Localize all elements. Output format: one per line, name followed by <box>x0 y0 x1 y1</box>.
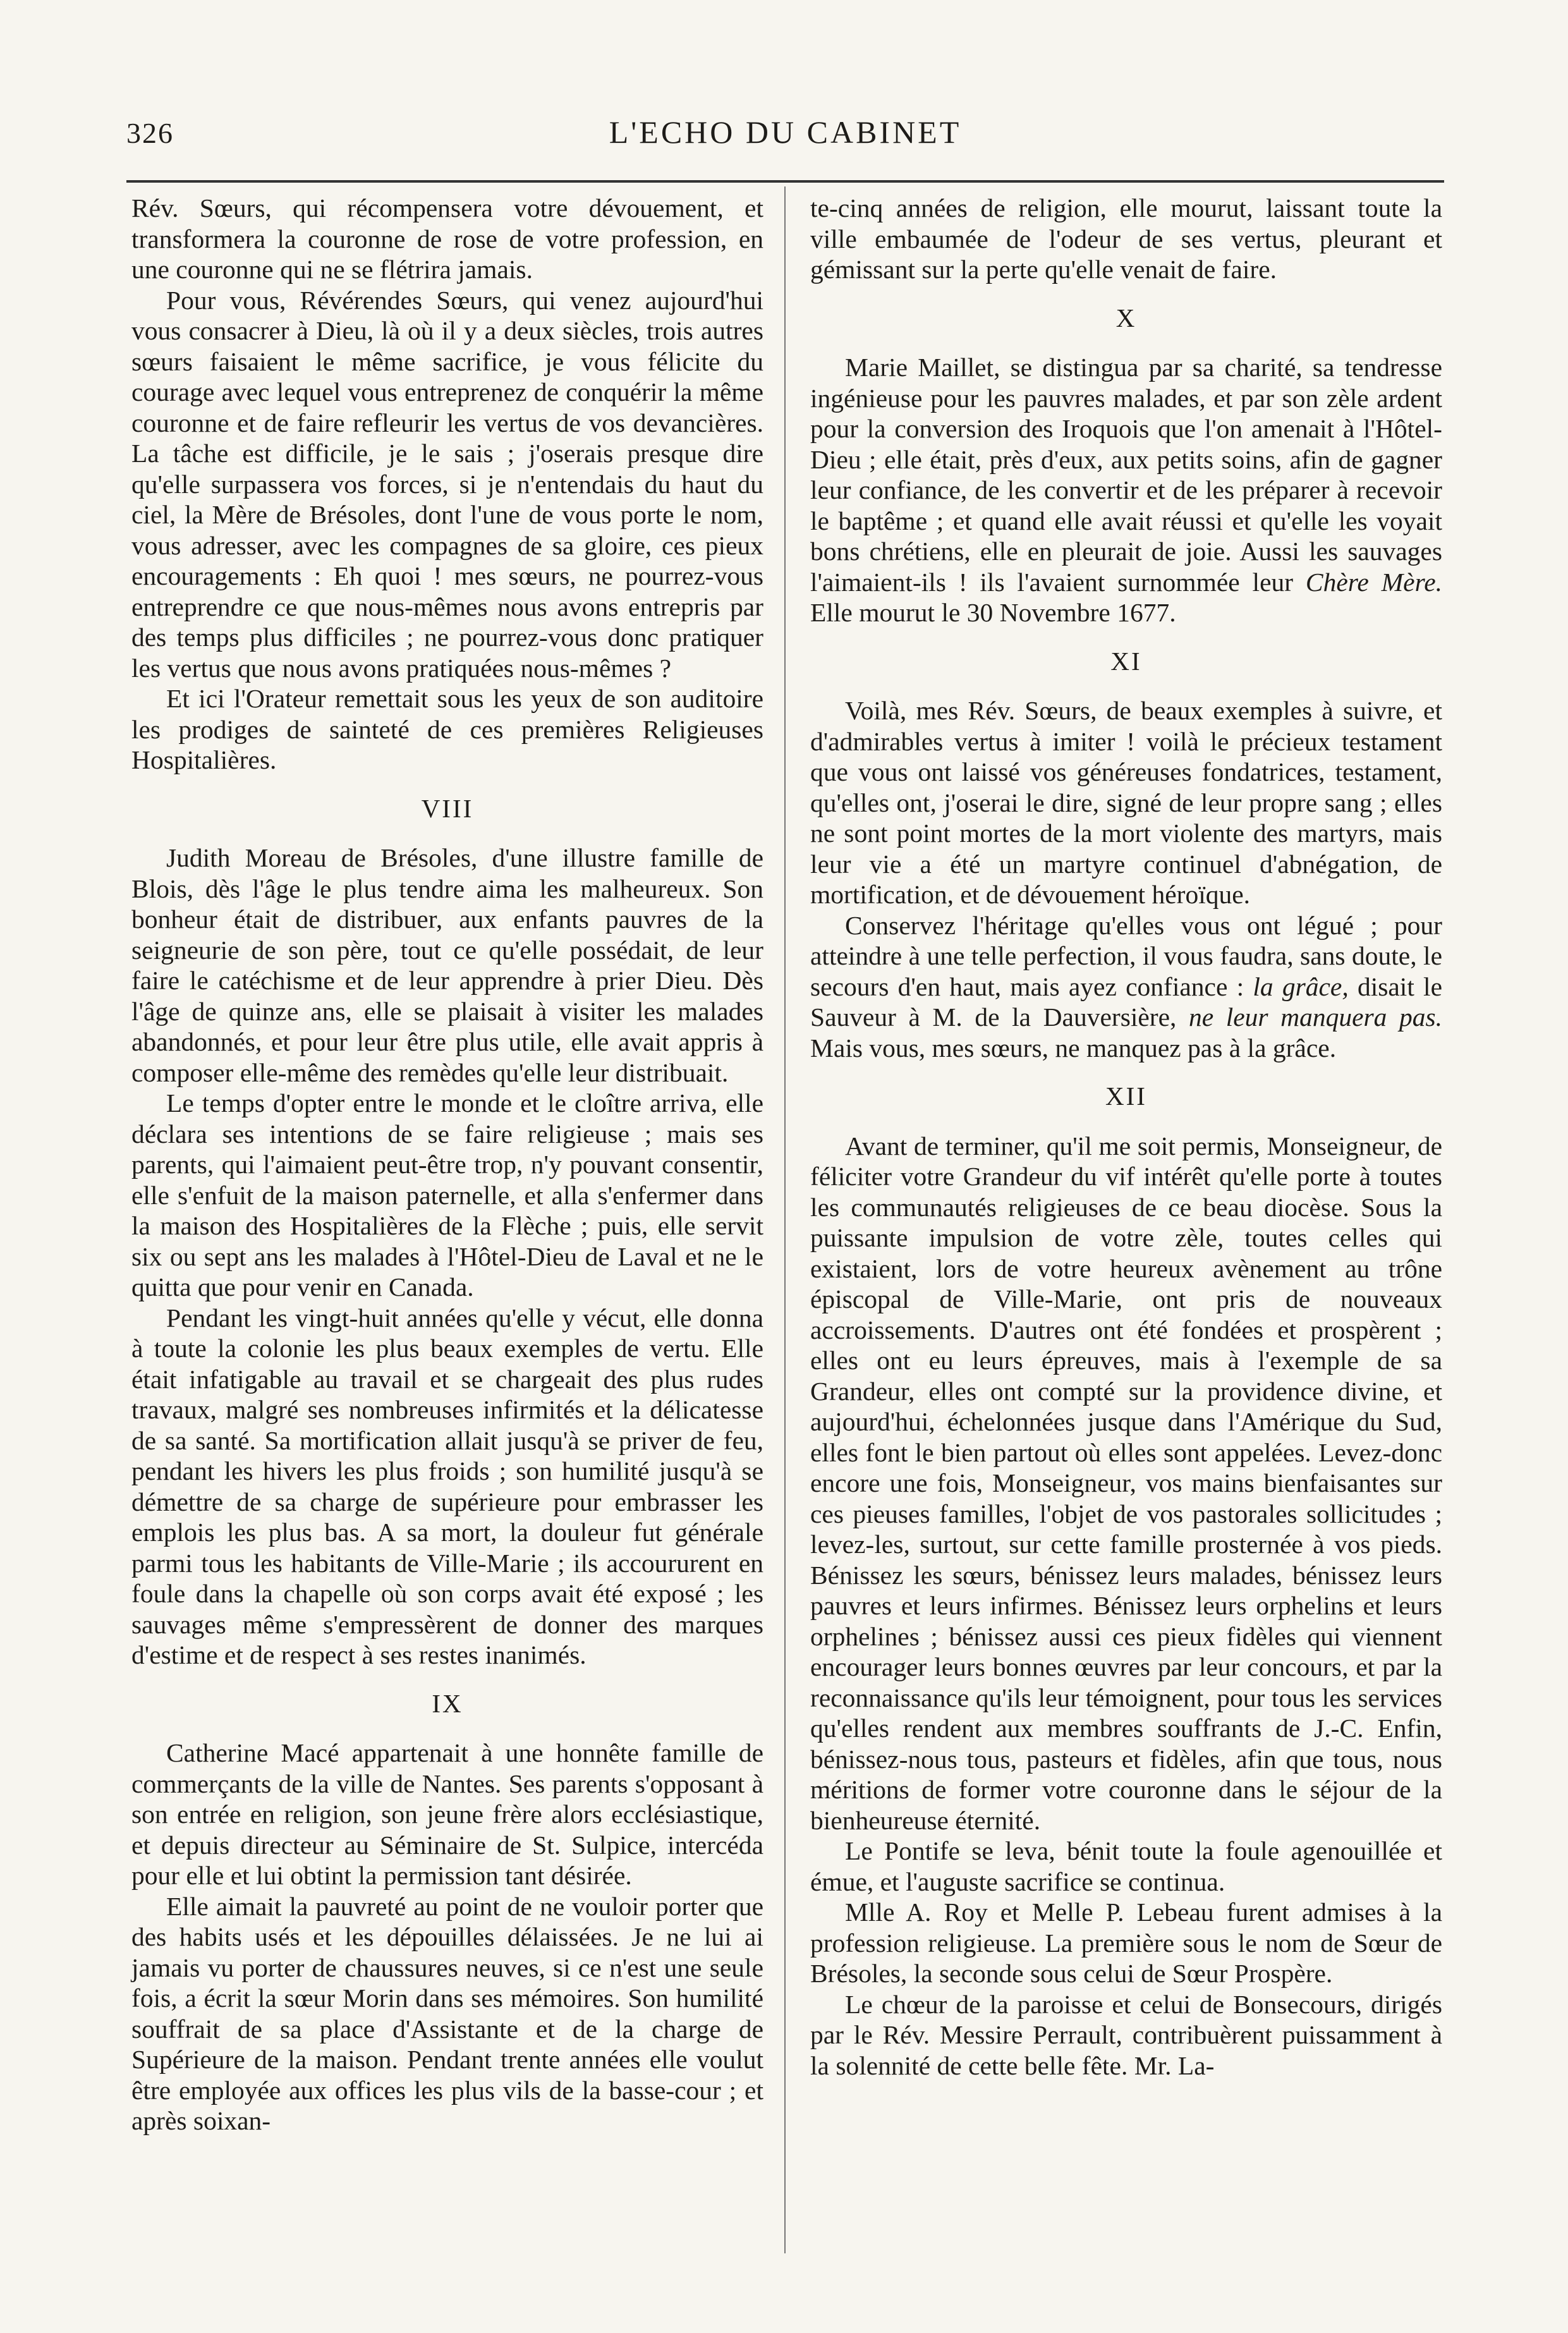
paragraph: te-cinq années de religion, elle mourut, laissant toute la ville embaumée de l'odeur de ses vertus, pleurant et gémissant sur la perte qu'elle venait de faire. <box>810 193 1442 284</box>
paragraph: Judith Moreau de Brésoles, d'une illustre famille de Blois, dès l'âge le plus tendre aima les malheureux. Son bonheur était de distribuer, aux enfants pauvres de la seigneurie de son père, tout ce qu'elle possédait, de leur faire le catéchisme et de leur apprendre à prier Dieu. Dès l'âge de quinze ans, elle se plaisait à visiter les malades abandonnés, et pour leur être plus utile, elle avait appris à composer elle-même des remèdes qu'elle leur distribuait. <box>131 843 763 1087</box>
paragraph: Le temps d'opter entre le monde et le cloître arriva, elle déclara ses intentions de se faire religieuse ; mais ses parents, qui l'aimaient peut-être trop, n'y pouvant consentir, elle s'enfuit de la maison paternelle, et alla s'enfermer dans la maison des Hospitalières de la Flèche ; puis, elle servit six ou sept ans les malades à l'Hôtel-Dieu de Laval et ne le quitta que pour venir en Canada. <box>131 1088 763 1301</box>
section-heading-x: X <box>1115 303 1137 332</box>
text-run: Elle mourut le 30 Novembre 1677. <box>810 598 1176 627</box>
paragraph: Elle aimait la pauvreté au point de ne vouloir porter que des habits usés et les dépouilles délaissées. Je ne lui ai jamais vu porter de chaussures neuves, si ce n'est une seule fois, a écrit la sœur Morin dans ses mémoires. Son humilité souffrait de sa place d'Assistante et de la charge de Supérieure de la maison. Pendant trente années elle voulut être employée aux offices les plus vils de la basse-cour ; et après soixan- <box>131 1891 763 2135</box>
text-run: disait le Sauveur à M. de la Dauversière, <box>810 972 1443 1032</box>
paragraph: Le chœur de la paroisse et celui de Bonsecours, dirigés par le Rév. Messire Perrault, contribuèrent puissamment à la solennité de cette belle fête. Mr. La- <box>810 1989 1442 2080</box>
column-divider <box>784 186 786 2253</box>
paragraph: Mlle A. Roy et Melle P. Lebeau furent admises à la profession religieuse. La première sous le nom de Sœur de Brésoles, la seconde sous celui de Sœur Prospère. <box>810 1897 1442 1988</box>
paragraph: Rév. Sœurs, qui récompensera votre dévouement, et transformera la couronne de rose de votre profession, en une couronne qui ne se flétrira jamais. <box>131 193 763 284</box>
page-number: 326 <box>126 117 174 149</box>
paragraph: Avant de terminer, qu'il me soit permis, Monseigneur, de féliciter votre Grandeur du vif intérêt qu'elle porte à toutes les communautés religieuses de ce beau diocèse. Sous la puissante impulsion de votre zèle, toutes celles qui existaient, lors de votre heureux avènement au trône épiscopal de Ville-Marie, ont pris de nouveaux accroissements. D'autres ont été fondées et prospèrent ; elles ont eu leurs épreuves, mais à l'exemple de sa Grandeur, elles ont compté sur la providence divine, et aujourd'hui, échelonnées jusque dans l'Amérique du Sud, elles font le bien partout où elles sont appelées. Levez-donc encore une fois, Monseigneur, vos mains bienfaisantes sur ces pieuses familles, l'objet de vos pastorales sollicitudes ; levez-les, surtout, sur cette famille prosternée à vos pieds. Bénissez les sœurs, bénissez leurs malades, bénissez leurs pauvres et leurs infirmes. Bénissez leurs orphelins et leurs orphelines ; bénissez aussi ces pieux fidèles qui viennent encourager leurs bonnes œuvres par leur concours, et par la reconnaissance qu'ils leur témoignent, pour tous les services qu'elles rendent aux membres souffrants de J.-C. Enfin, bénissez-nous tous, pasteurs et fidèles, afin que tous, nous méritions de former votre couronne dans le séjour de la bienheureuse éternité. <box>810 1131 1442 1835</box>
paragraph: Catherine Macé appartenait à une honnête famille de commerçants de la ville de Nantes. Ses parents s'opposant à son entrée en religion, son jeune frère alors ecclésiastique, et depuis directeur au Séminaire de St. Sulpice, intercéda pour elle et lui obtint la permission tant désirée. <box>131 1738 763 1890</box>
text-run: Conservez l'héritage qu'elles vous ont légué ; pour atteindre à une telle perfection, il vous faudra, sans doute, le secours d'en haut, mais ayez confiance : <box>810 910 1442 1001</box>
left-column <box>131 193 763 2136</box>
paragraph: Pendant les vingt-huit années qu'elle y vécut, elle donna à toute la colonie les plus beaux exemples de vertu. Elle était infatigable au travail et se chargeait des plus rudes travaux, malgré ses nombreuses infirmités et la délicatesse de sa santé. Sa mortification allait jusqu'à se priver de feu, pendant les hivers les plus froids ; son humilité jusqu'à se démettre de sa charge de supérieure pour embrasser les emplois les plus bas. A sa mort, la douleur fut générale parmi tous les habitants de Ville-Marie ; ils accoururent en foule dans la chapelle où son corps avait été exposé ; les sauvages même s'empressèrent de donner des marques d'estime et de respect à ses restes inanimés. <box>131 1303 763 1669</box>
right-column <box>810 193 1442 2081</box>
running-title: L'ECHO DU CABINET <box>609 114 962 150</box>
paragraph: Voilà, mes Rév. Sœurs, de beaux exemples à suivre, et d'admirables vertus à imiter ! voilà le précieux testament que vous ont laissé vos généreuses fondatrices, testament, qu'elles ont, j'oserai le dire, signé de leur propre sang ; elles ne sont point mortes de la mort violente des martyrs, mais leur vie a été un martyre continuel d'abnégation, de mortification, et de dévouement héroïque. <box>810 696 1442 909</box>
paragraph <box>810 352 1442 628</box>
paragraph: Pour vous, Révérendes Sœurs, qui venez aujourd'hui vous consacrer à Dieu, là où il y a deux siècles, trois autres sœurs faisaient le même sacrifice, je vous félicite du courage avec lequel vous entreprenez de conquérir la même couronne et de faire refleurir les vertus de vos devancières. La tâche est difficile, je le sais ; j'oserais presque dire qu'elle surpassera vos forces, si je n'entendais du haut du ciel, la Mère de Brésoles, dont l'une de vous porte le nom, vous adresser, avec les compagnes de sa gloire, ces pieux encouragements : Eh quoi ! mes sœurs, ne pourrez-vous entreprendre ce que nous-mêmes nous avons entrepris par des temps plus difficiles ; ne pourrez-vous donc pratiquer les vertus que nous avons pratiquées nous-mêmes ? <box>131 285 763 683</box>
italic-phrase: la grâce, <box>1253 972 1349 1001</box>
page-header <box>126 106 1444 163</box>
text-run: Marie Maillet, se distingua par sa charité, sa tendresse ingénieuse pour les pauvres malades, et par son zèle ardent pour la conversion des Iroquois que l'on amenait à l'Hôtel-Dieu ; elle était, près d'eux, aux petits soins, afin de gagner leur confiance, de les convertir et de les préparer à recevoir le baptême ; et quand elle avait réussi et qu'elle les voyait bons chrétiens, elle en pleurait de joie. Aussi les sauvages l'aimaient-ils ! ils l'avaient surnommée leur <box>810 353 1442 597</box>
italic-phrase: Chère Mère. <box>1305 567 1442 597</box>
paragraph <box>810 910 1442 1064</box>
paragraph: Le Pontife se leva, bénit toute la foule agenouillée et émue, et l'auguste sacrifice se continua. <box>810 1836 1442 1896</box>
section-heading-ix: IX <box>432 1688 463 1718</box>
paragraph: Et ici l'Orateur remettait sous les yeux de son auditoire les prodiges de sainteté de ces premières Religieuses Hospitalières. <box>131 684 763 774</box>
header-rule <box>126 180 1444 183</box>
section-heading-xi: XI <box>1110 646 1142 676</box>
section-heading-viii: VIII <box>421 793 474 823</box>
text-run: Mais vous, mes sœurs, ne manquez pas à la grâce. <box>810 1033 1337 1063</box>
section-heading-xii: XII <box>1105 1081 1147 1111</box>
italic-phrase: ne leur manquera pas. <box>1189 1002 1443 1032</box>
